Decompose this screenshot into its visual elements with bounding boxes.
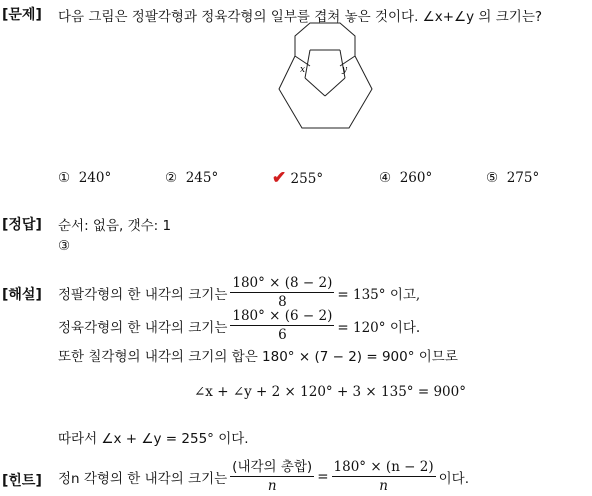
checkmark-icon: ✔ [272,168,287,188]
fraction-octagon-num: 180° × (8 − 2) [232,275,333,291]
octagon-outline [295,23,355,66]
hint-line [58,458,469,495]
choice-3[interactable] [272,168,323,188]
inner-bottom-left-line [305,78,325,96]
choice-1-text: 240° [78,170,112,186]
explanation-line-2-prefix: 정육각형의 한 내각의 크기는 [58,319,228,336]
hexagon-outline [279,56,372,128]
choice-2-text: 245° [185,170,219,186]
fraction-hexagon-num: 180° × (6 − 2) [232,308,333,324]
choice-4-text: 260° [399,170,433,186]
hint-fraction-2-num: 180° × (n − 2) [333,459,434,475]
explanation-label: [해설] [2,287,42,303]
hint-fraction-1 [230,458,314,495]
choice-4[interactable] [379,170,432,186]
angle-x-label: x [300,65,306,75]
hint-prefix: 정n 각형의 한 내각의 크기는 [58,470,228,487]
explanation-line-1 [58,274,420,311]
choice-1[interactable] [58,170,111,186]
inner-left-line [305,50,310,78]
choice-5-num: ⑤ [486,170,499,186]
choice-2[interactable] [165,170,218,186]
choice-2-num: ② [165,170,178,186]
choice-4-num: ④ [379,170,392,186]
angle-y-label: y [342,65,348,75]
fraction-octagon [230,274,334,311]
answer-line-1: 순서: 없음, 갯수: 1 [58,218,172,234]
hint-fraction-1-num: (내각의 총합) [232,459,313,475]
choice-1-num: ① [58,170,71,186]
choice-3-text: 255° [290,171,324,187]
explanation-conclusion: 따라서 ∠x + ∠y = 255° 이다. [58,431,249,447]
explanation-line-1-suffix: = 135° 이고, [337,286,421,303]
hint-fraction-2 [332,458,436,495]
explanation-line-2-suffix: = 120° 이다. [337,319,421,336]
fraction-octagon-den: 8 [278,294,287,310]
problem-question: 다음 그림은 정팔각형과 정육각형의 일부를 겹쳐 놓은 것이다. ∠x+∠y 의 크기는? [58,9,543,25]
choice-5-text: 275° [506,170,540,186]
explanation-equation: ∠x + ∠y + 2 × 120° + 3 × 135° = 900° [194,384,466,400]
explanation-line-1-prefix: 정팔각형의 한 내각의 크기는 [58,286,228,303]
hint-equals: = [317,468,329,485]
hint-suffix: 이다. [438,470,470,487]
answer-line-2: ③ [58,238,71,254]
polygon-figure [276,18,376,133]
explanation-line-2 [58,307,420,344]
hint-label: [힌트] [2,473,42,489]
inner-bottom-right-line [325,78,345,96]
hint-fraction-1-den: n [267,478,277,494]
problem-label: [문제] [2,7,42,23]
answer-label: [정답] [2,217,42,233]
fraction-hexagon [230,307,334,344]
hint-fraction-2-den: n [379,478,388,494]
choice-5[interactable] [486,170,539,186]
fraction-hexagon-den: 6 [278,327,287,343]
explanation-line-3: 또한 칠각형의 내각의 크기의 합은 180° × (7 − 2) = 900° 이므로 [58,349,458,365]
